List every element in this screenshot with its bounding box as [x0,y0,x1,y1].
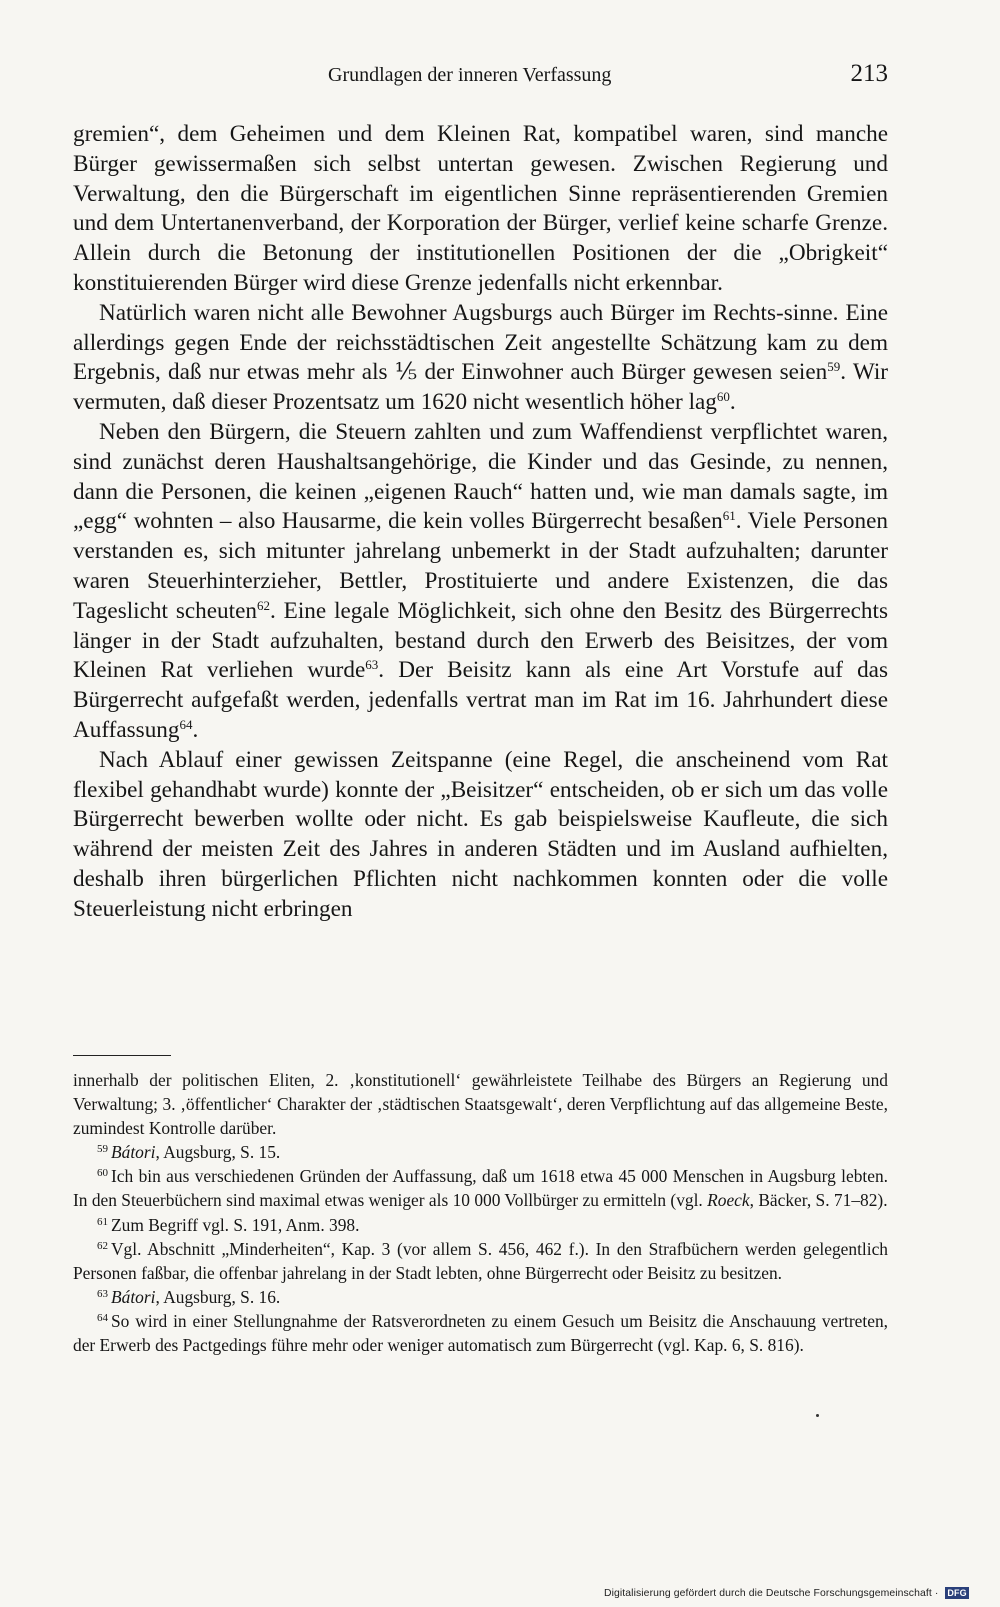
print-speck [816,1414,819,1417]
footnote-63: $^{63}$ Bátori, Augsburg, S. 16. [97,1286,281,1307]
footnote-ref[interactable]: 62 [256,597,270,613]
page-number: 213 [850,60,888,87]
paragraph: Nach Ablauf einer gewissen Zeitspanne (eine Regel, die anscheinend vom Rat flexibel gehandhabt wurde) konnte der „Beisitzer“ entscheiden, ob er sich um das volle Bürgerrecht bewerben wollte oder nicht. Es gab beispielsweise Kaufleute, die sich während der meisten Zeit des Jahres in anderen Städten und im Ausland aufhielten, deshalb ihren bürgerlichen Pflichten nicht nachkommen konnten oder die volle Steuerleistung nicht erbringen [73,746,888,922]
footnotes [73,1068,888,1357]
footnote-ref[interactable]: 61 [722,508,736,524]
footnote-64: $^{64}$ So wird in einer Stellungnahme der Ratsverordneten zu einem Gesuch um Beisitz die Anschauung vertreten, der Erwerb des Pactgedings führe mehr oder weniger automatisch zum Bürgerrecht (vgl. Kap. 6, S. 816). [73,1310,888,1356]
footnote-ref[interactable]: 64 [179,716,193,732]
footnote-60: $^{60}$ Ich bin aus verschiedenen Gründen der Auffassung, daß um 1618 etwa 45 000 Menschen in Augsburg lebten. In den Steuerbüchern sind maximal etwas weniger als 10 000 Vollbürger zu ermitteln (vgl. Roeck, Bäcker, S. 71–82). [73,1166,888,1211]
digitization-credit: Digitalisierung gefördert durch die Deutsche Forschungsgemeinschaft · DFG [604,1587,967,1599]
footnote-62: $^{62}$ Vgl. Abschnitt „Minderheiten“, Kap. 3 (vor allem S. 456, 462 f.). In den Strafbüchern werden gelegentlich Personen faßbar, die offenbar jahrelang in der Stadt lebten, ohne Bürgerrecht oder Beisitz zu besitzen. [73,1238,888,1283]
footnote-rule [73,1055,171,1056]
page-header [300,62,888,96]
paragraph: gremien“, dem Geheimen und dem Kleinen Rat, kompatibel waren, sind manche Bürger gewissermaßen sich selbst untertan gewesen. Zwischen Regierung und Verwaltung, den die Bürgerschaft im eigentlichen Sinne repräsentierenden Gremien und dem Untertanenverband, der Korporation der Bürger, verlief keine scharfe Grenze. Allein durch die Betonung der institutionellen Positionen der die „Obrigkeit“ konstituierenden Bürger wird diese Grenze jedenfalls nicht erkennbar. [73,121,888,296]
running-title: Grundlagen der inneren Verfassung [328,64,612,86]
paragraph: Neben den Bürgern, die Steuern zahlten und zum Waffendienst verpflichtet waren, sind zunächst deren Haushaltsangehörige, die Kinder und das Gesinde, zu nennen, dann die Personen, die keinen „eigenen Rauch“ hatten und, wie man damals sagte, im „egg“ wohnten – also Hausarme, die kein volles Bürgerrecht besaßen$^{61}$. Viele Personen verstanden es, sich mitunter jahrelang unbemerkt in der Stadt aufzuhalten; darunter waren Steuerhinterzieher, Bettler, Prostituierte und andere Existenzen, die das Tageslicht scheuten$^{62}$. Eine legale Möglichkeit, sich ohne den Besitz des Bürgerrechts länger in der Stadt aufzuhalten, bestand durch den Erwerb des Beisitzes, der vom Kleinen Rat verliehen wurde$^{63}$. Der Beisitz kann als eine Art Vorstufe auf das Bürgerrecht aufgefaßt werden, jedenfalls vertrat man im Rat im 16. Jahrhundert diese Auffassung$^{64}$. [73,418,889,743]
paragraph: Natürlich waren nicht alle Bewohner Augsburgs auch Bürger im Rechts-sinne. Eine allerdings gegen Ende der reichsstädtischen Zeit angestellte Schätzung kam zu dem Ergebnis, daß nur etwas mehr als ⅕ der Einwohner auch Bürger gewesen seien$^{59}$. Wir vermuten, daß dieser Prozentsatz um 1620 nicht wesentlich höher lag$^{60}$. [73,299,889,416]
dfg-logo: DFG [947,1588,967,1598]
footnote-ref[interactable]: 63 [365,657,379,673]
footnote-61: $^{61}$ Zum Begriff vgl. S. 191, Anm. 398. [97,1214,360,1235]
main-text [73,120,888,925]
footnote-ref[interactable]: 59 [827,359,841,375]
footnote-continuation: innerhalb der politischen Eliten, 2. ‚konstitutionell‘ gewährleistete Teilhabe des Bürgers an Regierung und Verwaltung; 3. ‚öffentlicher‘ Charakter der ‚städtischen Staatsgewalt‘, deren Verpflichtung auf das allgemeine Beste, zumindest Kontrolle darüber. [73,1070,888,1139]
footnote-59: $^{59}$ Bátori, Augsburg, S. 15. [97,1142,281,1163]
footnote-ref[interactable]: 60 [716,389,730,405]
